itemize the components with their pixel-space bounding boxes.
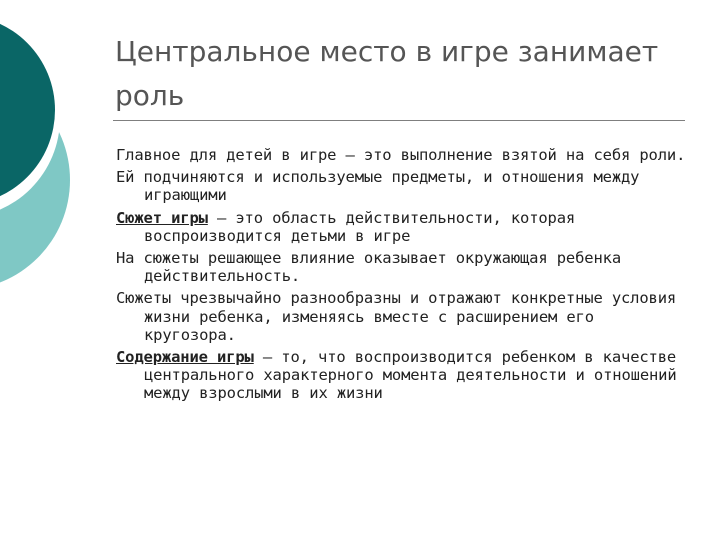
title-divider — [113, 120, 685, 121]
term-syuzhet: Сюжет игры — [116, 208, 208, 227]
paragraph-5-text: Сюжеты чрезвычайно разнообразны и отражают конкретные условия жизни ребенка, изменяясь вместе с расширением его кругозора. — [116, 289, 677, 344]
paragraph-6 — [116, 348, 690, 403]
paragraph-1 — [116, 146, 690, 164]
paragraph-5 — [116, 289, 690, 344]
decorative-circles — [0, 0, 120, 300]
paragraph-2-text: Ей подчиняются и используемые предметы, и отношения между играющими — [116, 168, 640, 205]
paragraph-1-text: Главное для детей в игре – это выполнение взятой на себя роли. — [116, 146, 686, 164]
paragraph-2 — [116, 168, 690, 204]
paragraph-3-text: – это область действительности, которая воспроизводится детьми в игре — [144, 208, 576, 245]
paragraph-4-text: На сюжеты решающее влияние оказывает окружающая ребенка действительность. — [116, 249, 621, 286]
term-soderzhanie: Содержание игры — [116, 348, 254, 367]
paragraph-6-text: – то, что воспроизводится ребенком в качестве центрального характерного момента деятельности и отношений между взрослыми в их жизни — [144, 348, 677, 403]
paragraph-4 — [116, 249, 690, 285]
slide-title: Центральное место в игре занимает роль — [115, 35, 659, 112]
slide-body — [116, 146, 690, 407]
paragraph-3 — [116, 209, 690, 245]
